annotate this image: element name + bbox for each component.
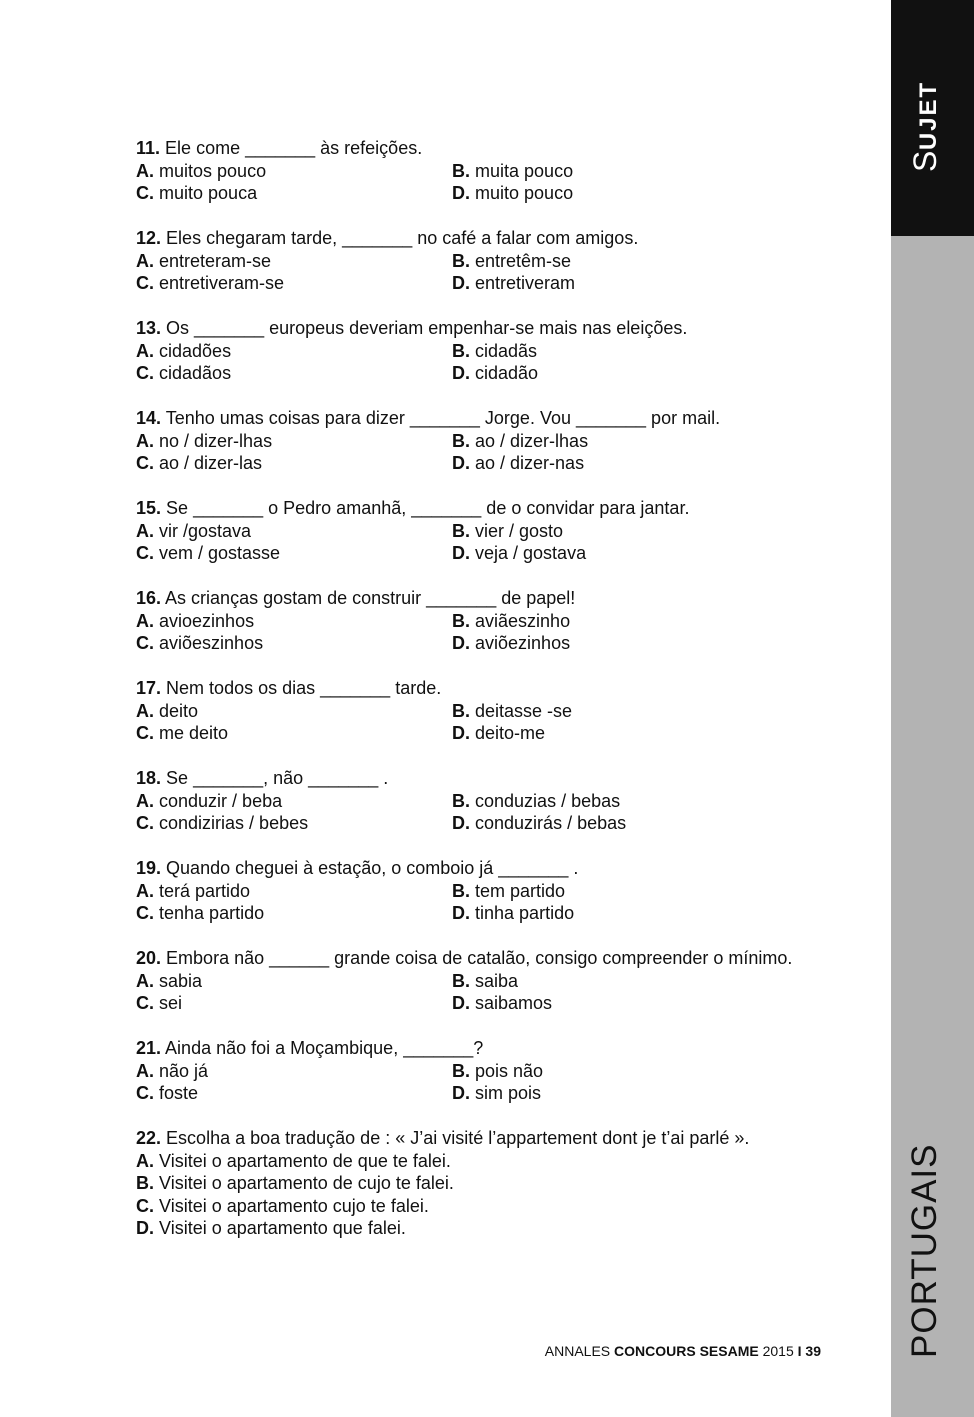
question-number: 21. <box>136 1038 162 1058</box>
option-letter: A. <box>136 1150 154 1171</box>
question-prompt: As crianças gostam de construir _______ de papel! <box>165 588 576 608</box>
option-text: conduzias / bebas <box>475 790 621 811</box>
question-item <box>136 227 856 295</box>
answer-options <box>136 1060 856 1105</box>
question-number: 11. <box>136 138 161 158</box>
question-prompt: Se _______, não _______ . <box>166 768 389 788</box>
answer-options <box>136 160 856 205</box>
option-letter: B. <box>452 700 470 721</box>
answer-option <box>136 182 452 205</box>
answer-option <box>136 340 452 363</box>
answer-option <box>136 812 452 835</box>
question-text <box>136 407 856 430</box>
question-text <box>136 1037 856 1060</box>
option-letter: A. <box>136 160 154 181</box>
option-text: vem / gostasse <box>159 543 281 563</box>
answer-option <box>452 430 856 453</box>
page-footer <box>545 1343 821 1359</box>
option-letter: B. <box>452 790 470 811</box>
option-letter: B. <box>452 340 470 361</box>
option-text: tinha partido <box>475 903 575 923</box>
option-text: me deito <box>159 723 229 743</box>
option-text: cidadões <box>159 340 232 361</box>
question-text <box>136 857 856 880</box>
answer-option <box>452 790 856 813</box>
question-list <box>136 137 856 1262</box>
footer-prefix: ANNALES <box>544 1343 615 1359</box>
option-text: tem partido <box>475 880 566 901</box>
option-letter: D. <box>452 903 470 923</box>
answer-option <box>136 362 452 385</box>
question-item <box>136 137 856 205</box>
option-text: muito pouca <box>159 183 258 203</box>
answer-option <box>136 520 452 543</box>
option-text: muitos pouco <box>159 160 267 181</box>
option-text: conduzirás / bebas <box>475 813 627 833</box>
option-letter: B. <box>452 610 470 631</box>
answer-option <box>452 160 856 183</box>
option-letter: B. <box>452 880 470 901</box>
answer-option <box>136 452 452 475</box>
option-letter: B. <box>136 1173 154 1193</box>
answer-option <box>136 700 452 723</box>
question-prompt: Nem todos os dias _______ tarde. <box>166 678 442 698</box>
question-item <box>136 857 856 925</box>
option-letter: C. <box>136 543 154 563</box>
option-text: deitasse -se <box>475 700 573 721</box>
question-item <box>136 407 856 475</box>
option-letter: C. <box>136 633 154 653</box>
option-text: Visitei o apartamento que falei. <box>159 1218 406 1238</box>
option-text: terá partido <box>159 880 251 901</box>
question-text <box>136 587 856 610</box>
question-item <box>136 1127 856 1240</box>
answer-option <box>452 362 856 385</box>
question-number: 14. <box>136 408 162 428</box>
answer-option <box>136 610 452 633</box>
option-text: cidadãos <box>159 363 232 383</box>
option-text: deito-me <box>475 723 546 743</box>
answer-option <box>452 452 856 475</box>
answer-option <box>136 1195 856 1218</box>
option-letter: A. <box>136 790 154 811</box>
answer-option <box>452 812 856 835</box>
answer-option <box>452 1082 856 1105</box>
question-prompt: Embora não ______ grande coisa de catalão, consigo compreender o mínimo. <box>166 948 793 968</box>
option-text: cidadãs <box>475 340 538 361</box>
answer-option <box>452 272 856 295</box>
answer-options <box>136 520 856 565</box>
question-number: 20. <box>136 948 162 968</box>
question-prompt: Eles chegaram tarde, _______ no café a falar com amigos. <box>166 228 639 248</box>
answer-option <box>452 722 856 745</box>
question-prompt: Os _______ europeus deveriam empenhar-se mais nas eleições. <box>166 318 688 338</box>
answer-option <box>452 610 856 633</box>
option-text: aviãeszinho <box>475 610 571 631</box>
sidebar <box>891 0 974 1417</box>
answer-option <box>136 1217 856 1240</box>
option-letter: B. <box>452 430 470 451</box>
option-text: ao / dizer-las <box>159 453 263 473</box>
answer-option <box>452 542 856 565</box>
option-letter: A. <box>136 340 154 361</box>
option-letter: A. <box>136 700 154 721</box>
question-prompt: Ele come _______ às refeições. <box>165 138 423 158</box>
option-text: sabia <box>159 970 203 991</box>
option-letter: D. <box>452 183 470 203</box>
option-text: sei <box>159 993 183 1013</box>
answer-option <box>136 272 452 295</box>
option-letter: D. <box>452 453 470 473</box>
question-number: 19. <box>136 858 162 878</box>
option-letter: D. <box>452 363 470 383</box>
option-letter: B. <box>452 1060 470 1081</box>
option-letter: D. <box>452 993 470 1013</box>
answer-option <box>452 970 856 993</box>
answer-options <box>136 970 856 1015</box>
option-letter: D. <box>136 1218 154 1238</box>
question-item <box>136 677 856 745</box>
option-text: entretiveram-se <box>159 273 285 293</box>
answer-option <box>136 430 452 453</box>
question-prompt: Se _______ o Pedro amanhã, _______ de o convidar para jantar. <box>166 498 690 518</box>
option-letter: D. <box>452 543 470 563</box>
answer-options <box>136 790 856 835</box>
question-item <box>136 1037 856 1105</box>
answer-option <box>136 542 452 565</box>
answer-option <box>452 520 856 543</box>
question-number: 15. <box>136 498 162 518</box>
option-letter: C. <box>136 273 154 293</box>
option-text: deito <box>159 700 199 721</box>
answer-options <box>136 1150 856 1240</box>
option-text: saibamos <box>475 993 553 1013</box>
answer-options <box>136 340 856 385</box>
answer-option <box>452 902 856 925</box>
answer-option <box>136 1060 452 1083</box>
answer-options <box>136 610 856 655</box>
question-text <box>136 767 856 790</box>
answer-option <box>136 880 452 903</box>
answer-option <box>136 970 452 993</box>
option-letter: C. <box>136 363 154 383</box>
option-text: veja / gostava <box>475 543 587 563</box>
question-number: 12. <box>136 228 162 248</box>
option-letter: C. <box>136 1195 154 1216</box>
option-letter: D. <box>452 633 470 653</box>
option-text: muito pouco <box>475 183 574 203</box>
question-number: 17. <box>136 678 162 698</box>
option-text: foste <box>159 1083 199 1103</box>
answer-options <box>136 250 856 295</box>
option-text: conduzir / beba <box>159 790 283 811</box>
question-number: 13. <box>136 318 162 338</box>
answer-option <box>136 790 452 813</box>
question-text <box>136 497 856 520</box>
option-text: Visitei o apartamento de que te falei. <box>159 1150 451 1171</box>
answer-option <box>452 880 856 903</box>
answer-option <box>136 1150 856 1173</box>
option-letter: A. <box>136 880 154 901</box>
option-text: vir /gostava <box>159 520 252 541</box>
option-text: Visitei o apartamento cujo te falei. <box>159 1195 429 1216</box>
answer-option <box>452 182 856 205</box>
option-letter: A. <box>136 520 154 541</box>
question-item <box>136 317 856 385</box>
option-text: tenha partido <box>159 903 265 923</box>
option-letter: C. <box>136 183 154 203</box>
page-number: I 39 <box>797 1343 821 1359</box>
option-letter: A. <box>136 1060 154 1081</box>
question-number: 22. <box>136 1128 162 1148</box>
option-text: vier / gosto <box>475 520 564 541</box>
answer-option <box>136 722 452 745</box>
option-letter: C. <box>136 723 154 743</box>
option-letter: B. <box>452 250 470 271</box>
option-letter: C. <box>136 813 154 833</box>
option-text: aviõeszinhos <box>159 633 264 653</box>
question-prompt: Tenho umas coisas para dizer _______ Jorge. Vou _______ por mail. <box>165 408 721 428</box>
question-text <box>136 317 856 340</box>
answer-option <box>136 1172 856 1195</box>
question-text <box>136 947 856 970</box>
question-number: 16. <box>136 588 162 608</box>
answer-options <box>136 700 856 745</box>
option-text: pois não <box>475 1060 544 1081</box>
option-letter: B. <box>452 970 470 991</box>
answer-options <box>136 430 856 475</box>
option-letter: A. <box>136 970 154 991</box>
option-text: condizirias / bebes <box>159 813 309 833</box>
question-item <box>136 947 856 1015</box>
question-item <box>136 497 856 565</box>
option-text: entreteram-se <box>159 250 272 271</box>
answer-option <box>136 902 452 925</box>
answer-options <box>136 880 856 925</box>
question-prompt: Escolha a boa tradução de : « J’ai visité l’appartement dont je t’ai parlé ». <box>166 1128 750 1148</box>
option-letter: A. <box>136 250 154 271</box>
option-letter: D. <box>452 813 470 833</box>
option-text: saiba <box>475 970 519 991</box>
answer-option <box>136 160 452 183</box>
option-letter: A. <box>136 430 154 451</box>
option-letter: B. <box>452 520 470 541</box>
question-prompt: Ainda não foi a Moçambique, _______? <box>165 1038 484 1058</box>
answer-option <box>136 1082 452 1105</box>
option-text: não já <box>159 1060 209 1081</box>
answer-option <box>452 340 856 363</box>
answer-option <box>452 992 856 1015</box>
question-text <box>136 227 856 250</box>
footer-year: 2015 <box>758 1343 798 1359</box>
sujet-label <box>907 81 944 172</box>
sujet-label-rest: UJET <box>915 80 942 151</box>
answer-option <box>136 632 452 655</box>
question-item <box>136 767 856 835</box>
option-letter: C. <box>136 903 154 923</box>
option-text: ao / dizer-nas <box>475 453 585 473</box>
footer-title: CONCOURS SESAME <box>614 1343 759 1359</box>
answer-option <box>452 700 856 723</box>
option-letter: C. <box>136 993 154 1013</box>
option-text: avioezinhos <box>159 610 255 631</box>
question-text <box>136 677 856 700</box>
answer-option <box>452 250 856 273</box>
option-letter: D. <box>452 723 470 743</box>
option-text: cidadão <box>475 363 539 383</box>
option-letter: D. <box>452 1083 470 1103</box>
answer-option <box>452 1060 856 1083</box>
option-letter: C. <box>136 453 154 473</box>
option-letter: A. <box>136 610 154 631</box>
answer-option <box>136 992 452 1015</box>
subject-label: PORTUGAIS <box>905 1143 944 1358</box>
answer-option <box>136 250 452 273</box>
sidebar-header-block <box>891 0 974 236</box>
question-text <box>136 1127 856 1150</box>
option-text: muita pouco <box>475 160 574 181</box>
option-text: entretiveram <box>475 273 576 293</box>
option-text: entretêm-se <box>475 250 572 271</box>
sujet-label-initial: S <box>907 150 943 172</box>
option-text: Visitei o apartamento de cujo te falei. <box>159 1173 454 1193</box>
answer-option <box>452 632 856 655</box>
question-item <box>136 587 856 655</box>
question-number: 18. <box>136 768 162 788</box>
option-text: ao / dizer-lhas <box>475 430 589 451</box>
option-letter: C. <box>136 1083 154 1103</box>
question-prompt: Quando cheguei à estação, o comboio já _______ . <box>166 858 579 878</box>
option-text: aviõezinhos <box>475 633 571 653</box>
question-text <box>136 137 856 160</box>
option-text: no / dizer-lhas <box>159 430 273 451</box>
option-text: sim pois <box>475 1083 542 1103</box>
option-letter: D. <box>452 273 470 293</box>
option-letter: B. <box>452 160 470 181</box>
